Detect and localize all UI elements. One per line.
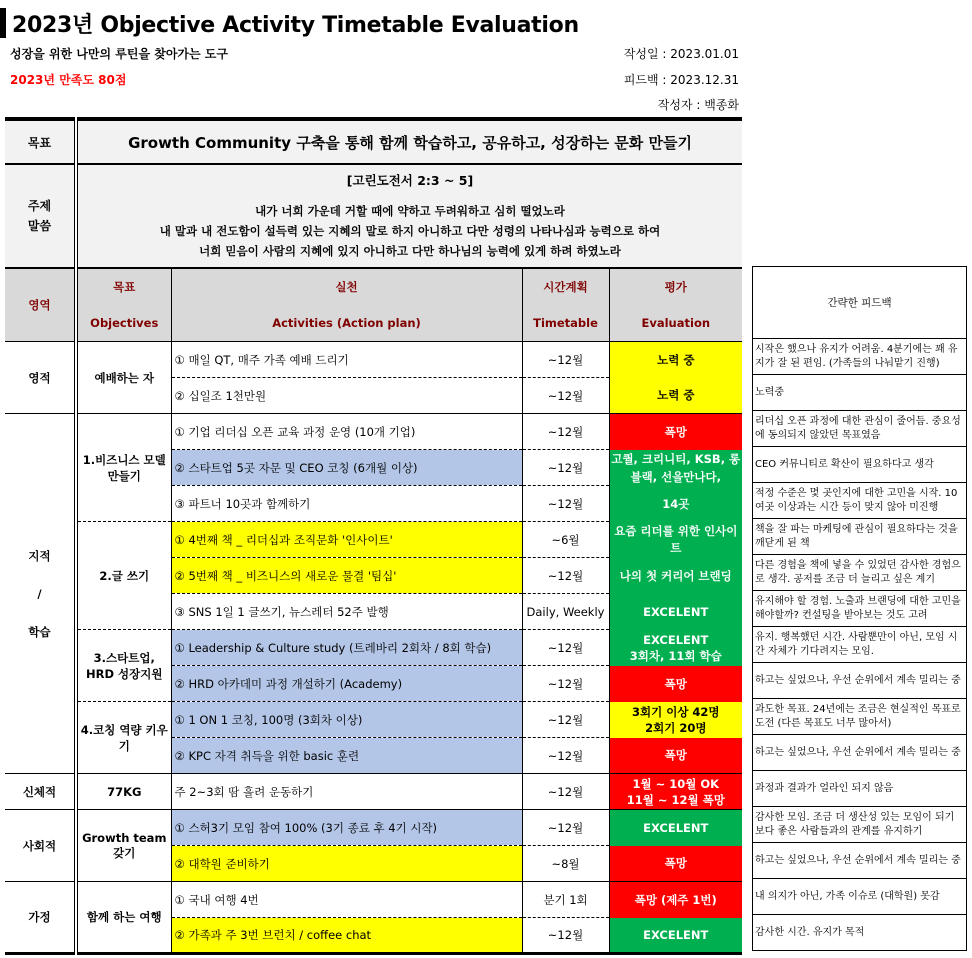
evaluation-cell: 노력 중: [609, 342, 742, 378]
table-row: [5, 414, 742, 450]
objective-weight: 77KG: [76, 774, 171, 810]
activity-cell: ③ SNS 1일 1 글쓰기, 뉴스레터 52주 발행: [171, 594, 522, 630]
timetable-cell: ~12월: [522, 738, 609, 774]
activity-cell: ① 4번째 책 _ 리더십과 조직문화 '인사이트': [171, 522, 522, 558]
table-row: [5, 342, 742, 378]
evaluation-cell: EXCELENT: [609, 918, 742, 954]
activity-cell: ② 가족과 주 3번 브런치 / coffee chat: [171, 918, 522, 954]
evaluation-cell: 나의 첫 커리어 브랜딩: [609, 558, 742, 594]
activity-cell: ① Leadership & Culture study (트레바리 2회차 / 8회 학습): [171, 630, 522, 666]
feedback-cell: 시작은 했으나 유지가 어려움. 4분기에는 꽤 유지가 잘 된 편임. (가족들의 나눠맡기 진행): [753, 339, 967, 375]
feedback-header: 간략한 피드백: [753, 267, 967, 339]
goal-text: Growth Community 구축을 통해 함께 학습하고, 공유하고, 성장하는 문화 만들기: [76, 119, 742, 164]
objective-travel: 함께 하는 여행: [76, 882, 171, 954]
activity-cell: ① 1 ON 1 코칭, 100명 (3회차 이상): [171, 702, 522, 738]
activity-cell: ① 기업 리더십 오픈 교육 과정 운영 (10개 기업): [171, 414, 522, 450]
activity-cell: ① 매일 QT, 매주 가족 예배 드리기: [171, 342, 522, 378]
author: 작성자 : 백종화: [657, 98, 739, 112]
evaluation-cell: 1월 ~ 10월 OK 11월 ~ 12월 폭망: [609, 774, 742, 810]
table-row: [5, 522, 742, 558]
evaluation-cell: EXCELENT: [609, 810, 742, 846]
title-accent-bar: [0, 8, 6, 38]
satisfaction-score: 2023년 만족도 80점: [10, 73, 127, 87]
activity-cell: ② 스타트업 5곳 자문 및 CEO 코칭 (6개월 이상): [171, 450, 522, 486]
feedback-cell: 다른 경험을 책에 넣을 수 있었던 감사한 경험으로 생각. 공저를 조금 더 늘리고 싶은 계기: [753, 555, 967, 591]
timetable-cell: ~12월: [522, 450, 609, 486]
evaluation-cell: EXCELENT 3회차, 11회 학습: [609, 630, 742, 666]
col-objective: 목표 Objectives: [76, 268, 171, 342]
timetable-cell: ~12월: [522, 486, 609, 522]
verse-row: [5, 164, 742, 268]
verse-text: [고린도전서 2:3 ~ 5] 내가 너희 가운데 거할 때에 약하고 두려워하고 심히 떨었노라 내 말과 내 전도함이 설득력 있는 지혜의 말로 하지 아니하고 다만 성령의 나타나심과 능력으로 하여 너희 믿음이 사람의 지혜에 있지 아니하고 다만 하나님의 능력에 있게 하려 하였노라: [76, 164, 742, 268]
table-row: [5, 882, 742, 918]
timetable-cell: ~12월: [522, 342, 609, 378]
activity-cell: ② 5번째 책 _ 비즈니스의 새로운 물결 '팀십': [171, 558, 522, 594]
evaluation-cell: 폭망: [609, 414, 742, 450]
timetable-cell: ~12월: [522, 666, 609, 702]
feedback-cell: 과정과 결과가 얼라인 되지 않음: [753, 771, 967, 807]
table-row: [5, 702, 742, 738]
objective-coaching: 4.코칭 역량 키우기: [76, 702, 171, 774]
feedback-cell: 유지. 행복했던 시간. 사람뿐만이 아닌, 모임 시간 자체가 기다려지는 모임.: [753, 627, 967, 663]
evaluation-cell: 요즘 리더를 위한 인사이트: [609, 522, 742, 558]
activity-cell: ① 국내 여행 4번: [171, 882, 522, 918]
evaluation-cell: 폭망: [609, 738, 742, 774]
verse-reference: [고린도전서 2:3 ~ 5]: [346, 173, 474, 188]
area-intellect: 지적 / 학습: [5, 414, 76, 774]
timetable-cell: ~6월: [522, 522, 609, 558]
feedback-cell: 내 의지가 아닌, 가족 이슈로 (대학원) 못감: [753, 879, 967, 915]
feedback-table: [752, 266, 967, 951]
area-family: 가정: [5, 882, 76, 954]
activity-cell: ① 스허3기 모임 참여 100% (3기 종료 후 4기 시작): [171, 810, 522, 846]
timetable-cell: ~12월: [522, 774, 609, 810]
objective-writing: 2.글 쓰기: [76, 522, 171, 630]
col-timetable: 시간계획 Timetable: [522, 268, 609, 342]
activity-cell: ③ 파트너 10곳과 함께하기: [171, 486, 522, 522]
feedback-cell: 하고는 싶었으나, 우선 순위에서 계속 밀리는 중: [753, 663, 967, 699]
feedback-cell: 노력중: [753, 375, 967, 411]
verse-label: 주제 말씀: [5, 164, 76, 268]
evaluation-cell: 폭망: [609, 846, 742, 882]
activity-cell: 주 2~3회 땀 흘려 운동하기: [171, 774, 522, 810]
feedback-cell: 하고는 싶었으나, 우선 순위에서 계속 밀리는 중: [753, 735, 967, 771]
page-title: 2023년 Objective Activity Timetable Evaluation: [12, 13, 579, 38]
timetable-cell: ~12월: [522, 918, 609, 954]
evaluation-cell: 폭망 (제주 1번): [609, 882, 742, 918]
activity-cell: ② 십일조 1천만원: [171, 378, 522, 414]
timetable-cell: ~12월: [522, 702, 609, 738]
feedback-cell: 감사한 시간. 유지가 목적: [753, 915, 967, 951]
created-date: 작성일 : 2023.01.01: [623, 47, 739, 61]
activity-cell: ② HRD 아카데미 과정 개설하기 (Academy): [171, 666, 522, 702]
evaluation-cell: 3회기 이상 42명 2회기 20명: [609, 702, 742, 738]
evaluation-table: [5, 117, 742, 955]
timetable-cell: ~12월: [522, 378, 609, 414]
page-subtitle: 성장을 위한 나만의 루틴을 찾아가는 도구: [10, 47, 228, 61]
timetable-cell: ~12월: [522, 558, 609, 594]
activity-cell: ② 대학원 준비하기: [171, 846, 522, 882]
objective-growth-team: Growth team 갖기: [76, 810, 171, 882]
feedback-cell: 과도한 목표. 24년에는 조금은 현실적인 목표로 도전 (다른 목표도 너무 많아서): [753, 699, 967, 735]
col-activity: 실천 Activities (Action plan): [171, 268, 522, 342]
table-row: [5, 810, 742, 846]
feedback-cell: 책을 잘 파는 마케팅에 관심이 필요하다는 것을 깨닫게 된 책: [753, 519, 967, 555]
timetable-cell: ~12월: [522, 810, 609, 846]
col-evaluation: 평가 Evaluation: [609, 268, 742, 342]
feedback-cell: 하고는 싶었으나, 우선 순위에서 계속 밀리는 중: [753, 843, 967, 879]
objective-worship: 예배하는 자: [76, 342, 171, 414]
evaluation-cell: 고퀄, 크리니티, KSB, 롱블랙, 선을만나다,: [609, 450, 742, 486]
goal-row: [5, 119, 742, 164]
timetable-cell: ~12월: [522, 630, 609, 666]
feedback-cell: CEO 커뮤니티로 확산이 필요하다고 생각: [753, 447, 967, 483]
evaluation-cell: EXCELENT: [609, 594, 742, 630]
area-spiritual: 영적: [5, 342, 76, 414]
feedback-cell: 리더십 오픈 과정에 대한 관심이 줄어듬. 중요성에 동의되지 않았던 목표였음: [753, 411, 967, 447]
timetable-cell: Daily, Weekly: [522, 594, 609, 630]
evaluation-cell: 폭망: [609, 666, 742, 702]
table-row: [5, 774, 742, 810]
table-row: [5, 630, 742, 666]
column-header-row: [5, 268, 742, 342]
timetable-cell: ~12월: [522, 414, 609, 450]
timetable-cell: ~8월: [522, 846, 609, 882]
objective-business-model: 1.비즈니스 모델 만들기: [76, 414, 171, 522]
activity-cell: ② KPC 자격 취득을 위한 basic 훈련: [171, 738, 522, 774]
evaluation-cell: 노력 중: [609, 378, 742, 414]
objective-startup-hrd: 3.스타트업, HRD 성장지원: [76, 630, 171, 702]
goal-label: 목표: [5, 119, 76, 164]
feedback-cell: 적정 수준은 몇 곳인지에 대한 고민을 시작. 10여곳 이상과는 시간 등이 맞지 않아 미진행: [753, 483, 967, 519]
area-physical: 신체적: [5, 774, 76, 810]
feedback-cell: 유지해야 할 경험. 노출과 브랜딩에 대한 고민을 해야할까? 컨설팅을 받아보는 것도 고려: [753, 591, 967, 627]
timetable-cell: 분기 1회: [522, 882, 609, 918]
feedback-date: 피드백 : 2023.12.31: [623, 73, 739, 87]
col-area: 영역: [5, 268, 76, 342]
area-social: 사회적: [5, 810, 76, 882]
evaluation-cell: 14곳: [609, 486, 742, 522]
feedback-cell: 감사한 모임. 조금 더 생산성 있는 모임이 되기 보다 좋은 사람들과의 관계를 유지하기: [753, 807, 967, 843]
